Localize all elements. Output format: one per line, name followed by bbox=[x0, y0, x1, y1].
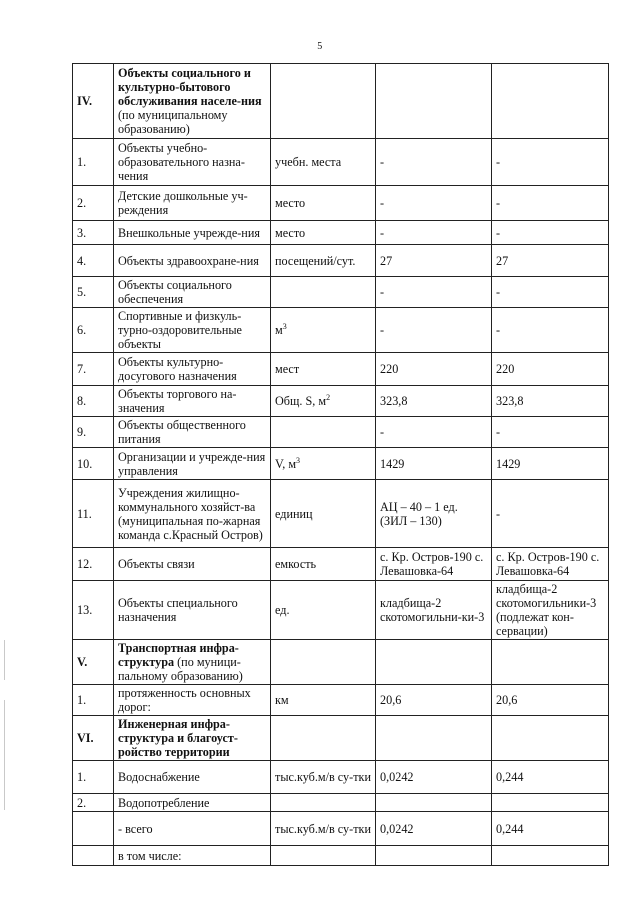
table-row bbox=[73, 308, 609, 353]
existing-value-cell: 220 bbox=[376, 353, 492, 386]
indicator-name-cell: Объекты здравоохране-ния bbox=[114, 245, 271, 277]
unit-text: место bbox=[275, 196, 306, 210]
projected-value-cell: кладбища-2 скотомогильники-3 (подлежат кон-сервации) bbox=[492, 581, 609, 640]
unit-cell bbox=[271, 581, 376, 640]
unit-text: мест bbox=[275, 362, 300, 376]
unit-cell bbox=[271, 794, 376, 812]
indicators-table bbox=[72, 63, 609, 866]
existing-value-cell: 0,0242 bbox=[376, 812, 492, 846]
scan-edge-mark bbox=[4, 640, 5, 680]
row-number-cell: 6. bbox=[73, 308, 114, 353]
projected-value-cell: 323,8 bbox=[492, 386, 609, 417]
section-note: (по муниципальному образованию) bbox=[118, 108, 228, 136]
indicator-name-cell: Объекты специального назначения bbox=[114, 581, 271, 640]
projected-value-cell: - bbox=[492, 277, 609, 308]
unit-cell bbox=[271, 846, 376, 866]
table-row bbox=[73, 139, 609, 186]
table-row bbox=[73, 812, 609, 846]
indicator-name-cell: Водоснабжение bbox=[114, 761, 271, 794]
projected-value-cell: 0,244 bbox=[492, 812, 609, 846]
section-title: Транспортная инфра-структура bbox=[118, 641, 239, 669]
projected-value-cell: 0,244 bbox=[492, 761, 609, 794]
indicator-name-cell: Объекты торгового на-значения bbox=[114, 386, 271, 417]
row-number-cell bbox=[73, 812, 114, 846]
table-row bbox=[73, 277, 609, 308]
unit-text: учебн. места bbox=[275, 155, 342, 169]
indicator-name-cell: Объекты связи bbox=[114, 548, 271, 581]
indicator-name-cell: Водопотребление bbox=[114, 794, 271, 812]
projected-value-cell bbox=[492, 846, 609, 866]
unit-text: V, м bbox=[275, 456, 297, 471]
row-number-cell: 5. bbox=[73, 277, 114, 308]
projected-value-cell: - bbox=[492, 186, 609, 221]
row-number-cell: 9. bbox=[73, 417, 114, 448]
table-row bbox=[73, 716, 609, 761]
unit-cell bbox=[271, 548, 376, 581]
indicator-name-cell: Спортивные и физкуль-турно-оздоровительные объекты bbox=[114, 308, 271, 353]
existing-value-cell bbox=[376, 716, 492, 761]
table-row bbox=[73, 640, 609, 685]
unit-cell bbox=[271, 353, 376, 386]
row-number-cell: 2. bbox=[73, 186, 114, 221]
row-number-cell: 3. bbox=[73, 221, 114, 245]
indicator-name-cell: в том числе: bbox=[114, 846, 271, 866]
indicator-name-cell: Детские дошкольные уч-реждения bbox=[114, 186, 271, 221]
existing-value-cell bbox=[376, 64, 492, 139]
table-row bbox=[73, 245, 609, 277]
row-number-cell: 4. bbox=[73, 245, 114, 277]
row-number-cell bbox=[73, 846, 114, 866]
unit-cell bbox=[271, 448, 376, 480]
existing-value-cell: с. Кр. Остров-190 с. Левашовка-64 bbox=[376, 548, 492, 581]
row-number-cell: V. bbox=[73, 640, 114, 685]
existing-value-cell: - bbox=[376, 308, 492, 353]
unit-cell bbox=[271, 139, 376, 186]
indicator-name-cell: Внешкольные учрежде-ния bbox=[114, 221, 271, 245]
row-number-cell: 1. bbox=[73, 761, 114, 794]
section-note: (по муници-пальному образованию) bbox=[118, 655, 243, 683]
projected-value-cell: - bbox=[492, 417, 609, 448]
existing-value-cell: АЦ – 40 – 1 ед. (ЗИЛ – 130) bbox=[376, 480, 492, 548]
unit-text: посещений/сут. bbox=[275, 253, 356, 268]
row-number-cell: 10. bbox=[73, 448, 114, 480]
indicator-name-cell: Организации и учрежде-ния управления bbox=[114, 448, 271, 480]
row-number-cell: IV. bbox=[73, 64, 114, 139]
table-row bbox=[73, 221, 609, 245]
table-row bbox=[73, 448, 609, 480]
existing-value-cell bbox=[376, 846, 492, 866]
unit-superscript: 3 bbox=[296, 455, 301, 465]
projected-value-cell: 27 bbox=[492, 245, 609, 277]
existing-value-cell: 0,0242 bbox=[376, 761, 492, 794]
unit-text: тыс.куб.м/в су-тки bbox=[275, 770, 371, 784]
table-row bbox=[73, 761, 609, 794]
row-number-cell: 13. bbox=[73, 581, 114, 640]
unit-text: м bbox=[275, 323, 283, 337]
unit-cell bbox=[271, 812, 376, 846]
indicator-name-cell: Объекты общественного питания bbox=[114, 417, 271, 448]
unit-text: место bbox=[275, 225, 306, 240]
projected-value-cell bbox=[492, 64, 609, 139]
projected-value-cell bbox=[492, 794, 609, 812]
section-title: Инженерная инфра-структура и благоуст-ройство территории bbox=[118, 717, 238, 759]
table-row bbox=[73, 846, 609, 866]
unit-superscript: 3 bbox=[282, 321, 287, 331]
table-row bbox=[73, 353, 609, 386]
existing-value-cell: 20,6 bbox=[376, 685, 492, 716]
unit-cell bbox=[271, 480, 376, 548]
row-number-cell: 8. bbox=[73, 386, 114, 417]
unit-text: тыс.куб.м/в су-тки bbox=[275, 821, 371, 836]
unit-text: ед. bbox=[275, 603, 290, 617]
projected-value-cell: - bbox=[492, 308, 609, 353]
table-row bbox=[73, 581, 609, 640]
existing-value-cell: 323,8 bbox=[376, 386, 492, 417]
indicator-name-cell bbox=[114, 64, 271, 139]
existing-value-cell: - bbox=[376, 139, 492, 186]
row-number-cell: 2. bbox=[73, 794, 114, 812]
row-number-cell: 7. bbox=[73, 353, 114, 386]
row-number-cell: VI. bbox=[73, 716, 114, 761]
indicator-name-cell: Объекты культурно-досугового назначения bbox=[114, 353, 271, 386]
existing-value-cell bbox=[376, 794, 492, 812]
unit-cell bbox=[271, 386, 376, 417]
unit-text: емкость bbox=[275, 557, 317, 571]
unit-cell bbox=[271, 716, 376, 761]
indicator-name-cell: протяженность основных дорог: bbox=[114, 685, 271, 716]
existing-value-cell bbox=[376, 640, 492, 685]
scan-edge-mark bbox=[4, 700, 5, 810]
unit-cell bbox=[271, 761, 376, 794]
projected-value-cell: - bbox=[492, 221, 609, 245]
table-row bbox=[73, 794, 609, 812]
existing-value-cell: - bbox=[376, 277, 492, 308]
row-number-cell: 1. bbox=[73, 139, 114, 186]
table-row bbox=[73, 64, 609, 139]
projected-value-cell: - bbox=[492, 480, 609, 548]
projected-value-cell bbox=[492, 716, 609, 761]
page-number: 5 bbox=[317, 41, 323, 52]
unit-text: единиц bbox=[275, 506, 313, 521]
unit-superscript: 2 bbox=[326, 392, 331, 402]
projected-value-cell: 1429 bbox=[492, 448, 609, 480]
indicator-name-cell: - всего bbox=[114, 812, 271, 846]
unit-cell bbox=[271, 640, 376, 685]
existing-value-cell: 1429 bbox=[376, 448, 492, 480]
indicator-name-cell bbox=[114, 716, 271, 761]
row-number-cell: 12. bbox=[73, 548, 114, 581]
unit-text: км bbox=[275, 693, 289, 707]
indicator-name-cell bbox=[114, 640, 271, 685]
row-number-cell: 11. bbox=[73, 480, 114, 548]
existing-value-cell: - bbox=[376, 417, 492, 448]
row-number-cell: 1. bbox=[73, 685, 114, 716]
unit-cell bbox=[271, 186, 376, 221]
projected-value-cell bbox=[492, 640, 609, 685]
unit-cell bbox=[271, 308, 376, 353]
table-row bbox=[73, 417, 609, 448]
unit-text: Общ. S, м bbox=[275, 394, 327, 408]
existing-value-cell: 27 bbox=[376, 245, 492, 277]
indicator-name-cell: Объекты учебно-образовательного назна-чения bbox=[114, 139, 271, 186]
indicator-name-cell: Объекты социального обеспечения bbox=[114, 277, 271, 308]
projected-value-cell: 220 bbox=[492, 353, 609, 386]
section-title: Объекты социального и культурно-бытового обслуживания населе-ния bbox=[118, 66, 262, 108]
table-row bbox=[73, 480, 609, 548]
existing-value-cell: кладбища-2 скотомогильни-ки-3 bbox=[376, 581, 492, 640]
projected-value-cell: 20,6 bbox=[492, 685, 609, 716]
unit-cell bbox=[271, 417, 376, 448]
unit-cell bbox=[271, 245, 376, 277]
table-row bbox=[73, 186, 609, 221]
indicator-name-cell: Учреждения жилищно-коммунального хозяйст-ва (муниципальная по-жарная команда с.Красный Остров) bbox=[114, 480, 271, 548]
unit-cell bbox=[271, 64, 376, 139]
projected-value-cell: с. Кр. Остров-190 с. Левашовка-64 bbox=[492, 548, 609, 581]
existing-value-cell: - bbox=[376, 186, 492, 221]
unit-cell bbox=[271, 221, 376, 245]
unit-cell bbox=[271, 685, 376, 716]
existing-value-cell: - bbox=[376, 221, 492, 245]
table-row bbox=[73, 386, 609, 417]
unit-cell bbox=[271, 277, 376, 308]
table-row bbox=[73, 685, 609, 716]
table-row bbox=[73, 548, 609, 581]
projected-value-cell: - bbox=[492, 139, 609, 186]
